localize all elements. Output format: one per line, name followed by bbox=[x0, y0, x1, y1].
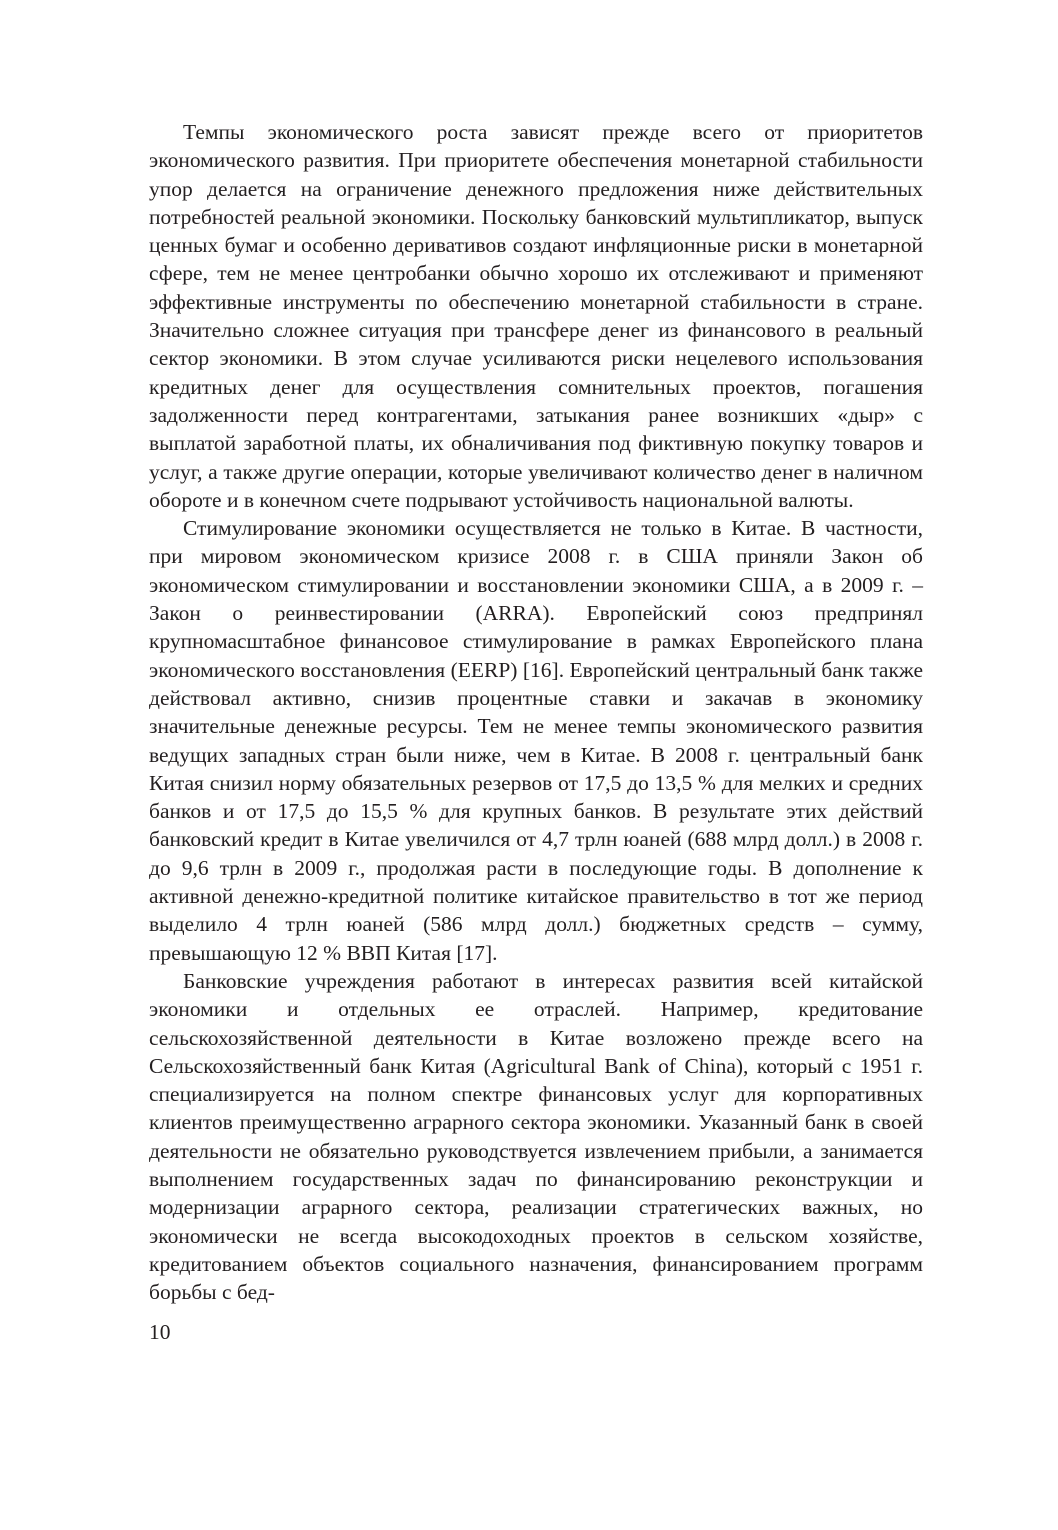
paragraph-banking-institutions: Банковские учреждения работают в интересах развития всей китайской экономики и отдельных ее отраслей. Например, кредитование сельскохозяйственной деятельности в Китае возложено прежде всего на Сельскохозяйственный банк Китая (Agricultural Bank of China), который с 1951 г. специализируется на полном спектре финансовых услуг для корпоративных клиентов преимущественно аграрного сектора экономики. Указанный банк в своей деятельности не обязательно руководствуется извлечением прибыли, а занимается выполнением государственных задач по финансированию реконструкции и модернизации аграрного сектора, реализации стратегических важных, но экономически не всегда высокодоходных проектов в сельском хозяйстве, кредитованием объектов социального назначения, финансированием программ борьбы с бед- bbox=[149, 968, 923, 1305]
body-text bbox=[149, 118, 923, 1306]
paragraph-economic-growth: Темпы экономического роста зависят прежде всего от приоритетов экономического развития. При приоритете обеспечения монетарной стабильности упор делается на ограничение денежного предложения ниже действительных потребностей реальной экономики. Поскольку банковский мультипликатор, выпуск ценных бумаг и особенно деривативов создают инфляционные риски в монетарной сфере, тем не менее центробанки обычно хорошо их отслеживают и применяют эффективные инструменты по обеспечению монетарной стабильности в стране. Значительно сложнее ситуация при трансфере денег из финансового в реальный сектор экономики. В этом случае усиливаются риски нецелевого использования кредитных денег для осуществления сомнительных проектов, погашения задолженности перед контрагентами, затыкания ранее возникших «дыр» с выплатой заработной платы, их обналичивания под фиктивную покупку товаров и услуг, а также другие операции, которые увеличивают количество денег в наличном обороте и в конечном счете подрывают устойчивость национальной валюты. bbox=[149, 120, 923, 512]
paragraph-economic-stimulus: Стимулирование экономики осуществляется не только в Китае. В частности, при мировом экономическом кризисе 2008 г. в США приняли Закон об экономическом стимулировании и восстановлении экономики США, а в 2009 г. – Закон о реинвестировании (ARRA). Европейский союз предпринял крупномасштабное финансовое стимулирование в рамках Европейского плана экономического восстановления (EERP) [16]. Европейский центральный банк также действовал активно, снизив процентные ставки и закачав в экономику значительные денежные ресурсы. Тем не менее темпы экономического развития ведущих западных стран были ниже, чем в Китае. В 2008 г. центральный банк Китая снизил норму обязательных резервов от 17,5 до 13,5 % для мелких и средних банков и от 17,5 до 15,5 % для крупных банков. В результате этих действий банковский кредит в Китае увеличился от 4,7 трлн юаней (688 млрд долл.) в 2008 г. до 9,6 трлн в 2009 г., продолжая расти в последующие годы. В дополнение к активной денежно-кредитной политике китайское правительство в тот же период выделило 4 трлн юаней (586 млрд долл.) бюджетных средств – сумму, превышающую 12 % ВВП Китая [17]. bbox=[149, 516, 923, 965]
page-number: 10 bbox=[149, 1320, 171, 1344]
